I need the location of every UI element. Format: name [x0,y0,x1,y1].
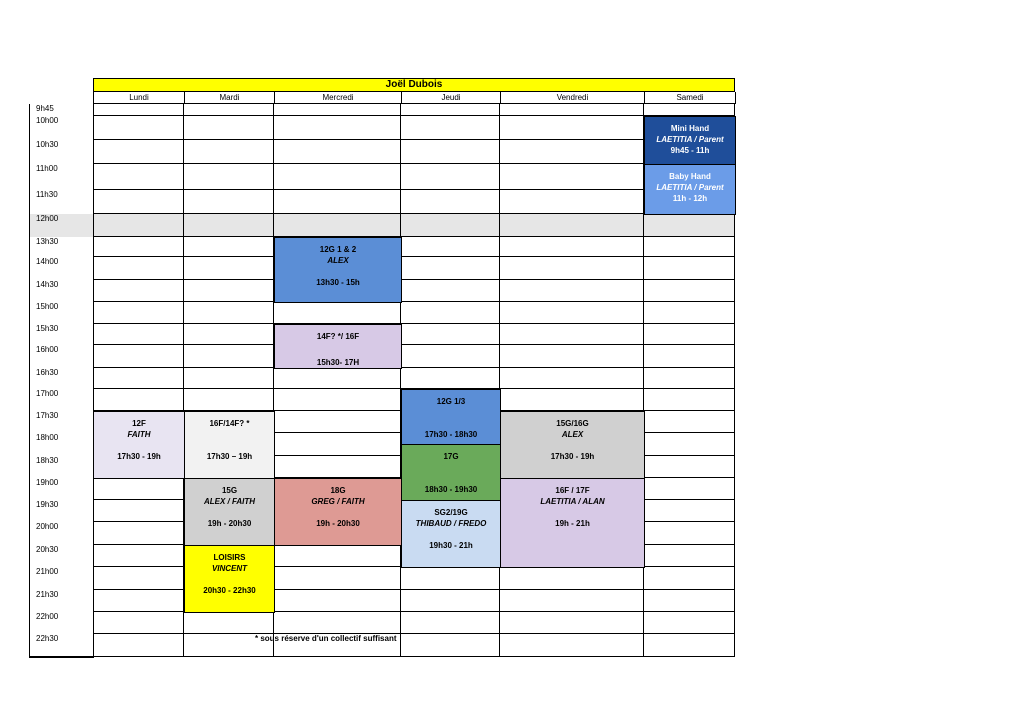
event-hours: 17h30 – 19h [206,452,253,461]
time-label: 20h00 [29,522,94,546]
event-12g-1-2[interactable] [274,237,402,303]
grid-cell [274,164,401,190]
grid-cell [274,456,401,478]
event-16f-17f[interactable] [500,478,645,568]
time-label: 9h45 [29,104,94,117]
grid-cell [93,590,184,612]
grid-cell [500,104,644,116]
event-mini-hand[interactable] [644,116,736,165]
event-coach: LAETITIA / ALAN [540,497,605,506]
grid-cell [644,214,735,237]
event-hours: 13h30 - 15h [316,278,360,287]
grid-cell [644,237,735,257]
grid-cell [274,214,401,237]
grid-cell [401,345,500,368]
grid-cell [93,345,184,368]
event-coach: GREG / FAITH [311,497,365,506]
grid-cell [500,214,644,237]
time-label: 18h30 [29,456,94,479]
time-label: 12h00 [29,214,94,238]
time-label: 14h00 [29,257,94,281]
grid-cell [274,368,401,389]
grid-cell [93,545,184,567]
event-hours: 17h30 - 19h [550,452,595,461]
grid-cell [644,500,735,522]
grid-cell [500,368,644,389]
grid-cell [500,280,644,302]
event-coach: ALEX [561,430,584,439]
time-label: 17h00 [29,389,94,412]
grid-cell [644,433,735,456]
grid-cell [274,411,401,433]
event-hours: 19h - 20h30 [207,519,252,528]
event-group: 12G 1 & 2 [319,245,357,254]
grid-cell [401,324,500,345]
grid-cell [184,237,274,257]
time-label: 11h00 [29,164,94,191]
grid-cell [93,104,184,116]
event-hours: 18h30 - 19h30 [424,485,478,494]
time-label: 21h00 [29,567,94,591]
grid-cell [93,237,184,257]
grid-cell [93,164,184,190]
grid-cell [401,214,500,237]
grid-cell [500,345,644,368]
grid-cell [500,567,644,590]
grid-cell [644,634,735,657]
grid-cell [644,302,735,324]
grid-cell [500,302,644,324]
event-group: 16F / 17F [555,486,590,495]
time-label: 16h30 [29,368,94,390]
grid-cell [274,104,401,116]
event-18g[interactable] [274,478,402,546]
grid-cell [500,257,644,280]
grid-cell [274,567,401,590]
event-coach: VINCENT [211,564,248,573]
grid-cell [184,368,274,389]
time-label: 19h00 [29,478,94,501]
grid-cell [184,280,274,302]
grid-cell [274,433,401,456]
event-hours: 15h30- 17H [316,358,360,367]
event-hours: 19h - 20h30 [316,519,360,528]
time-label: 22h00 [29,612,94,635]
grid-cell [401,280,500,302]
event-hours: 19h - 21h [555,519,590,528]
grid-cell [500,634,644,657]
grid-cell [274,545,401,567]
time-label: 14h30 [29,280,94,303]
grid-cell [500,164,644,190]
grid-cell [274,612,401,634]
time-label: 22h30 [29,634,94,658]
time-label: 15h00 [29,302,94,325]
grid-cell [274,140,401,164]
grid-cell [274,190,401,214]
grid-cell [274,116,401,140]
day-header-vendredi: Vendredi [500,92,645,104]
event-group: 15G [221,486,238,495]
event-group: 12G 1/3 [436,397,466,406]
event-group: 16F/14F? * [209,419,250,428]
event-hours: 20h30 - 22h30 [203,586,256,595]
grid-cell [500,389,644,411]
grid-cell [93,280,184,302]
grid-cell [184,257,274,280]
grid-cell [500,190,644,214]
event-coach: FAITH [127,430,151,439]
grid-cell [184,190,274,214]
day-header-lundi: Lundi [93,92,185,104]
event-coach: ALEX [327,256,349,265]
time-label: 16h00 [29,345,94,369]
grid-cell [93,302,184,324]
grid-cell [184,140,274,164]
grid-cell [401,140,500,164]
grid-cell [644,104,735,116]
grid-cell [184,389,274,411]
grid-cell [274,302,401,324]
grid-cell [401,116,500,140]
grid-cell [401,190,500,214]
event-coach: ALEX / FAITH [203,497,256,506]
grid-cell [401,634,500,657]
grid-cell [274,590,401,612]
grid-cell [644,389,735,411]
event-coach: LAETITIA / Parent [656,135,724,144]
day-header-mercredi: Mercredi [274,92,402,104]
time-label: 15h30 [29,324,94,346]
grid-bottom-border [29,656,735,657]
event-group: 14F? */ 16F [316,332,360,341]
grid-cell [274,389,401,411]
grid-cell [500,324,644,345]
grid-cell [93,612,184,634]
event-coach [337,342,339,353]
event-coach: LAETITIA / Parent [656,183,724,192]
grid-cell [500,237,644,257]
grid-cell [401,567,500,590]
event-15g[interactable] [184,478,275,546]
grid-cell [184,324,274,345]
event-hours: 11h - 12h [672,194,708,203]
grid-cell [401,237,500,257]
day-header-jeudi: Jeudi [401,92,501,104]
event-17g[interactable] [401,444,501,501]
grid-cell [500,116,644,140]
event-12f[interactable] [93,411,185,479]
grid-cell [644,478,735,500]
grid-cell [644,368,735,389]
grid-cell [401,590,500,612]
grid-cell [93,500,184,522]
grid-cell [93,368,184,389]
grid-cell [644,456,735,478]
event-group: Mini Hand [670,124,710,133]
grid-cell [644,590,735,612]
event-coach [228,429,230,440]
grid-cell [500,140,644,164]
event-coach [450,407,452,418]
time-label: 18h00 [29,433,94,457]
grid-cell [184,214,274,237]
grid-cell [93,478,184,500]
time-label: 13h30 [29,237,94,258]
grid-cell [93,214,184,237]
grid-cell [401,257,500,280]
grid-cell [401,104,500,116]
event-hours: 17h30 - 18h30 [424,430,478,439]
grid-cell [401,612,500,634]
event-hours: 17h30 - 19h [117,452,161,461]
event-coach [450,462,452,473]
grid-cell [93,324,184,345]
event-14f-16f[interactable] [274,324,402,369]
grid-cell [401,164,500,190]
time-label: 10h30 [29,140,94,165]
event-sg2-19g[interactable] [401,500,501,568]
day-header-samedi: Samedi [644,92,736,104]
event-loisirs[interactable] [184,545,275,613]
grid-cell [644,280,735,302]
grid-cell [644,545,735,567]
grid-cell [184,302,274,324]
grid-cell [401,368,500,389]
time-label: 17h30 [29,411,94,434]
event-12g-1-3[interactable] [401,389,501,445]
time-label: 11h30 [29,190,94,215]
event-baby-hand[interactable] [644,164,736,215]
grid-cell [644,522,735,545]
grid-cell [93,190,184,214]
grid-cell [184,104,274,116]
grid-left-border [93,104,94,657]
event-group: 15G/16G [556,419,589,428]
grid-cell [644,324,735,345]
grid-cell [184,164,274,190]
event-hours: 9h45 - 11h [670,146,710,155]
time-label: 21h30 [29,590,94,613]
grid-cell [500,590,644,612]
time-label: 20h30 [29,545,94,568]
grid-cell [184,345,274,368]
event-group: LOISIRS [213,553,246,562]
grid-cell [93,389,184,411]
time-label: 19h30 [29,500,94,523]
event-coach: THIBAUD / FREDO [415,519,487,528]
grid-cell [644,411,735,433]
grid-cell [500,612,644,634]
event-15g-16g[interactable] [500,411,645,479]
grid-cell [93,116,184,140]
grid-cell [93,257,184,280]
event-16f-14f[interactable] [184,411,275,479]
event-group: SG2/19G [434,508,468,517]
schedule-title: Joël Dubois [93,78,735,92]
grid-cell [184,612,274,634]
event-group: 18G [330,486,346,495]
grid-cell [93,140,184,164]
event-hours: 19h30 - 21h [429,541,473,550]
time-label: 10h00 [29,116,94,141]
event-group: 17G [443,452,459,461]
grid-cell [93,567,184,590]
grid-cell [93,522,184,545]
grid-cell [184,116,274,140]
grid-cell [644,612,735,634]
grid-cell [93,634,184,657]
footnote: * sous réserve d'un collectif suffisant [255,634,397,643]
event-group: 12F [132,419,146,428]
event-group: Baby Hand [669,172,711,181]
grid-cell [644,567,735,590]
day-header-mardi: Mardi [184,92,275,104]
grid-cell [644,257,735,280]
grid-cell [401,302,500,324]
grid-cell [644,345,735,368]
